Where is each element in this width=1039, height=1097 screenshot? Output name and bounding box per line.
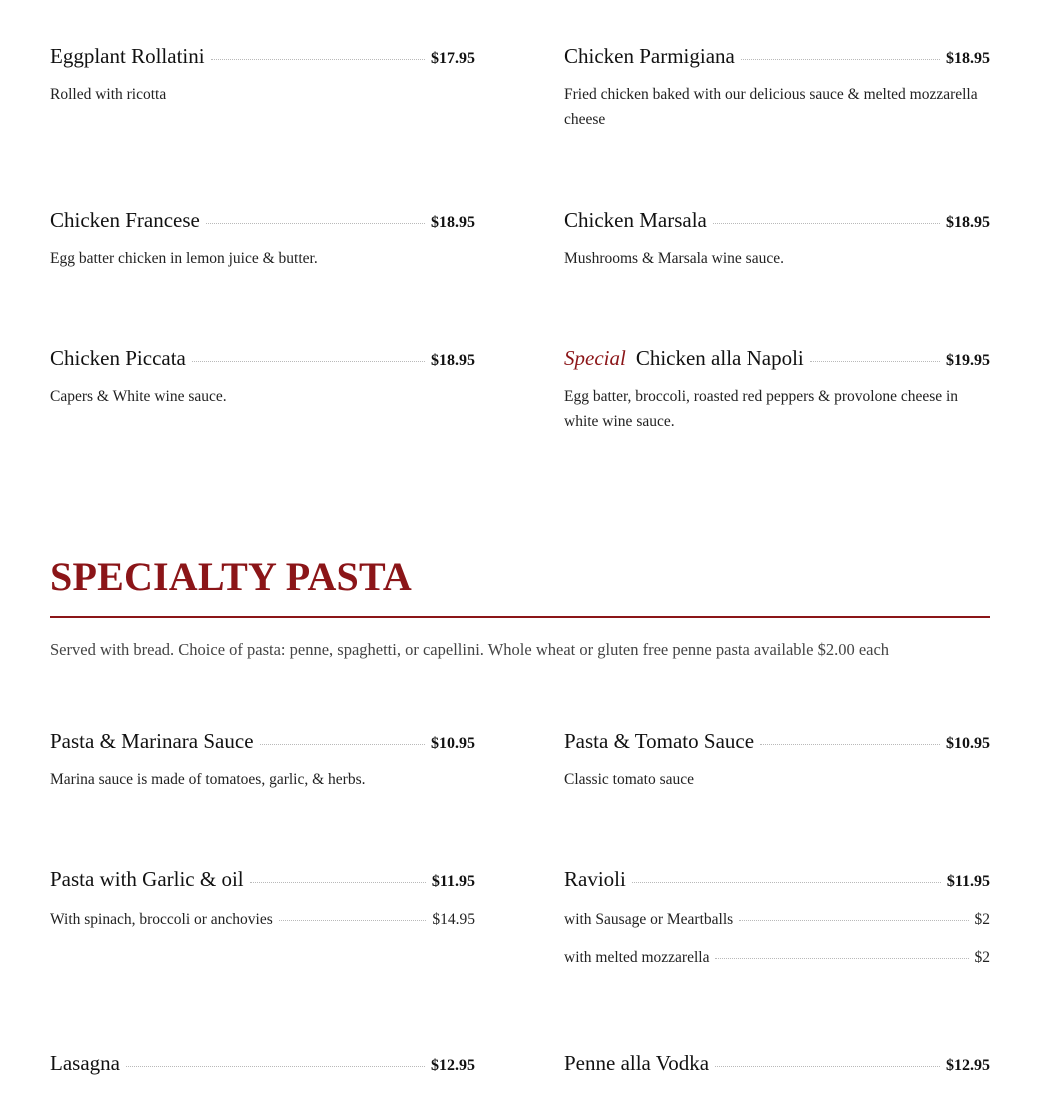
menu-item-price: $12.95 (946, 1057, 990, 1074)
menu-item-header (50, 1051, 475, 1076)
menu-item-name: Penne alla Vodka (564, 1051, 710, 1075)
dot-leader (211, 59, 425, 60)
menu-item-name: Chicken Piccata (50, 346, 186, 370)
menu-item-pasta-tomato (564, 729, 990, 792)
menu-item-eggplant-rollatini (50, 44, 475, 107)
option-label: with melted mozzarella (564, 949, 710, 966)
option-price: $2 (974, 949, 990, 966)
menu-item-header (564, 44, 990, 69)
menu-item-name: Chicken Francese (50, 208, 200, 232)
menu-item-pasta-marinara (50, 729, 475, 792)
dot-leader (715, 958, 968, 959)
menu-item-header (564, 1051, 990, 1076)
menu-item-header (564, 729, 990, 754)
menu-item-price: $10.95 (431, 735, 475, 752)
menu-item-name: Chicken Marsala (564, 208, 707, 232)
option-label: With spinach, broccoli or anchovies (50, 911, 273, 928)
menu-item-option (50, 911, 475, 929)
menu-item-price: $10.95 (946, 735, 990, 752)
menu-item-pasta-garlic-oil (50, 867, 475, 929)
dot-leader (810, 361, 940, 362)
menu-item-name: Ravioli (564, 867, 626, 891)
menu-item-chicken-parmigiana (564, 44, 990, 132)
special-tag: Special (564, 346, 626, 370)
menu-item-description: Capers & White wine sauce. (50, 388, 227, 405)
menu-item-price: $12.95 (431, 1057, 475, 1074)
menu-item-description: Egg batter chicken in lemon juice & butter. (50, 250, 318, 267)
dot-leader (760, 744, 940, 745)
menu-item-header (50, 867, 475, 892)
option-price: $2 (974, 911, 990, 928)
menu-item-option (564, 911, 990, 929)
menu-item-option (564, 949, 990, 967)
menu-item-name: Chicken Parmigiana (564, 44, 735, 68)
menu-item-header (564, 208, 990, 233)
dot-leader (713, 223, 940, 224)
menu-item-price: $18.95 (431, 352, 475, 369)
dot-leader (715, 1066, 940, 1067)
menu-item-price: $11.95 (431, 873, 475, 890)
option-price: $14.95 (432, 911, 475, 928)
menu-item-price: $19.95 (946, 352, 990, 369)
menu-item-price: $17.95 (431, 50, 475, 67)
menu-item-description: Fried chicken baked with our delicious sauce & melted mozzarella cheese (564, 86, 978, 128)
dot-leader (126, 1066, 425, 1067)
menu-item-name: Pasta with Garlic & oil (50, 867, 244, 891)
menu-item-price: $11.95 (946, 873, 990, 890)
menu-item-description: Marina sauce is made of tomatoes, garlic, & herbs. (50, 771, 366, 788)
dot-leader (739, 920, 968, 921)
dot-leader (279, 920, 427, 921)
menu-item-name: Chicken alla Napoli (635, 346, 804, 370)
option-label: with Sausage or Meartballs (564, 911, 734, 928)
dot-leader (206, 223, 425, 224)
menu-item-penne-alla-vodka (564, 1051, 990, 1076)
menu-item-chicken-alla-napoli (564, 346, 990, 434)
dot-leader (260, 744, 425, 745)
section-note: Served with bread. Choice of pasta: penne, spaghetti, or capellini. Whole wheat or gluten free penne pasta available $2.00 each (50, 640, 890, 659)
menu-item-description: Classic tomato sauce (564, 771, 694, 788)
menu-item-description: Mushrooms & Marsala wine sauce. (564, 250, 784, 267)
section-divider (50, 616, 990, 618)
dot-leader (192, 361, 425, 362)
menu-item-header (50, 729, 475, 754)
section-title: SPECIALTY PASTA (50, 554, 412, 599)
menu-item-chicken-marsala (564, 208, 990, 271)
menu-item-chicken-francese (50, 208, 475, 271)
menu-item-name: Pasta & Marinara Sauce (50, 729, 254, 753)
menu-item-price: $18.95 (946, 50, 990, 67)
menu-item-name: Eggplant Rollatini (50, 44, 205, 68)
menu-item-description: Egg batter, broccoli, roasted red peppers & provolone cheese in white wine sauce. (564, 388, 959, 430)
menu-item-header (50, 44, 475, 69)
menu-item-chicken-piccata (50, 346, 475, 409)
menu-item-header (564, 867, 990, 892)
menu-item-ravioli (564, 867, 990, 967)
menu-item-description: Rolled with ricotta (50, 86, 167, 103)
dot-leader (250, 882, 426, 883)
menu-item-name: Pasta & Tomato Sauce (564, 729, 755, 753)
menu-item-header (50, 346, 475, 371)
menu-item-name: Lasagna (50, 1051, 120, 1075)
menu-item-lasagna (50, 1051, 475, 1076)
menu-item-header (50, 208, 475, 233)
dot-leader (632, 882, 941, 883)
menu-item-header (564, 346, 990, 371)
dot-leader (741, 59, 940, 60)
menu-item-price: $18.95 (946, 214, 990, 231)
menu-item-price: $18.95 (431, 214, 475, 231)
